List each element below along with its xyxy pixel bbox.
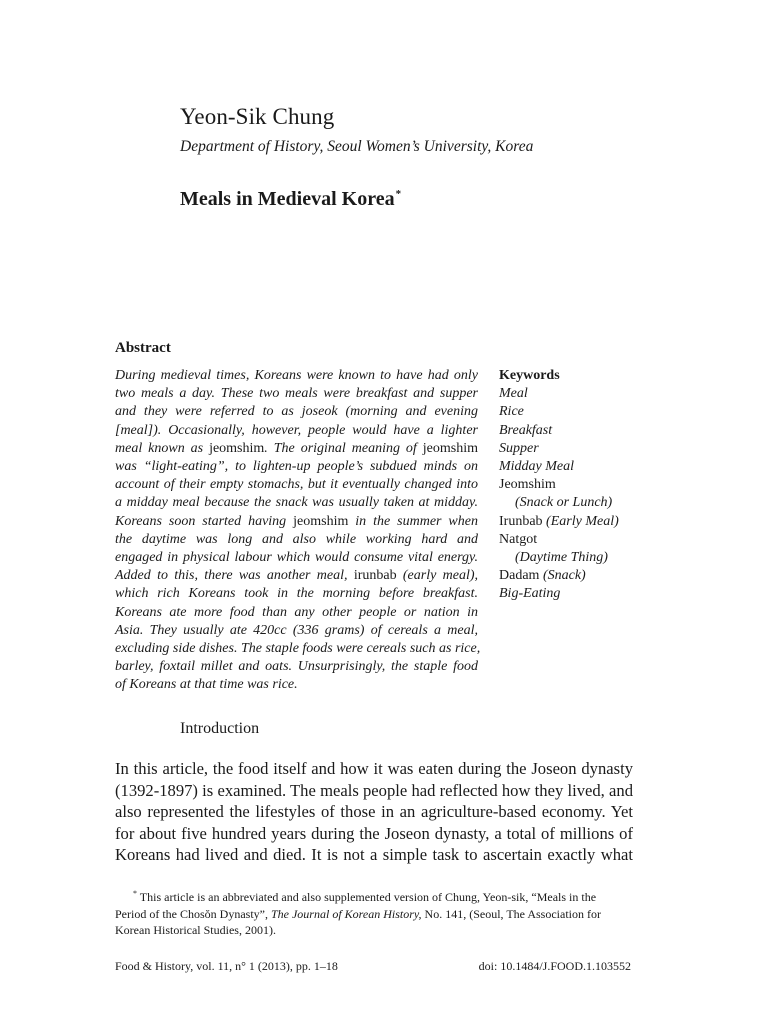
abstract-line: engaged in physical labour which would consume vital energy. <box>115 550 478 566</box>
keyword-item: Irunbab (Early Meal) <box>499 513 619 529</box>
keyword-item: Rice <box>499 404 524 420</box>
footnote-line: * This article is an abbreviated and also supplemented version of Chung, Yeon-sik, “Meals in the <box>133 889 597 904</box>
author-name: Yeon-Sik Chung <box>180 104 335 129</box>
keyword-item: Dadam (Snack) <box>499 568 586 584</box>
introduction-body <box>115 758 633 866</box>
abstract-line: Koreans ate more food than any other people or nation in <box>115 604 478 620</box>
abstract-line: which rich Koreans took in the morning before breakfast. <box>115 586 478 602</box>
keyword-item: Supper <box>499 440 539 456</box>
abstract-line: [meal]). Occasionally, however, people would have a lighter <box>115 422 478 438</box>
abstract-line: Asia. They usually ate 420cc (336 grams) of cereals a meal, <box>115 622 478 638</box>
journal-title: The Journal of Korean History, <box>270 906 422 921</box>
keyword-item: Natgot <box>499 531 538 547</box>
body-line: Koreans had lived and died. It is not a simple task to ascertain exactly what <box>115 845 633 864</box>
footnote <box>115 886 633 939</box>
keyword-item: (Daytime Thing) <box>515 550 608 566</box>
keyword-item: Meal <box>499 386 528 402</box>
abstract-line: Koreans soon started having jeomshim in the summer when <box>115 513 478 529</box>
keyword-item: Jeomshim <box>499 477 556 493</box>
section-heading-introduction: Introduction <box>180 720 260 737</box>
keyword-item: (Snack or Lunch) <box>515 495 613 511</box>
footnote-line: Period of the Chosŏn Dynasty”, The Journal of Korean History, No. 141, (Seoul, The Association for <box>115 906 601 921</box>
body-line: also represented the lifestyles of those in an agriculture-based economy. Yet <box>115 802 633 821</box>
abstract-line: a midday meal because the snack was usually taken at midday. <box>115 495 478 511</box>
abstract-line: Added to this, there was another meal, irunbab (early meal), <box>115 568 478 584</box>
abstract-line: account of their empty stomachs, but it eventually changed into <box>115 477 478 493</box>
doi-text: doi: 10.1484/J.FOOD.1.103552 <box>478 959 631 973</box>
body-line: In this article, the food itself and how it was eaten during the Joseon dynasty <box>115 759 633 778</box>
title-footnote-mark: * <box>395 188 402 201</box>
article-title-text: Meals in Medieval Korea <box>180 188 395 210</box>
body-line: for about five hundred years during the Joseon dynasty, a total of millions of <box>115 823 633 843</box>
keywords-list <box>499 367 619 604</box>
abstract-line: During medieval times, Koreans were known to have had only <box>115 368 478 383</box>
keyword-item: Midday Meal <box>499 459 575 475</box>
footnote-mark: * <box>133 889 137 898</box>
body-line: (1392-1897) is examined. The meals people had reflected how they lived, and <box>115 780 633 800</box>
abstract-line: of Koreans at that time was rice. <box>115 677 298 693</box>
abstract-line: excluding side dishes. The staple foods were cereals such as rice, <box>115 641 481 657</box>
journal-citation: Food & History, vol. 11, n° 1 (2013), pp. 1–18 <box>115 959 338 973</box>
abstract-line: meal known as jeomshim. The original meaning of jeomshim <box>115 440 478 456</box>
abstract-body <box>115 367 481 695</box>
abstract-line: two meals a day. These two meals were breakfast and supper <box>115 386 478 402</box>
keyword-item: Big-Eating <box>499 586 561 602</box>
abstract-line: and they were referred to as joseok (morning and evening <box>115 404 478 420</box>
abstract-line: the daytime was long and also while working hard and <box>115 531 478 547</box>
abstract-heading: Abstract <box>115 340 171 356</box>
keywords-heading: Keywords <box>499 368 560 383</box>
author-affiliation: Department of History, Seoul Women’s University, Korea <box>180 138 534 155</box>
keyword-item: Breakfast <box>499 422 553 438</box>
abstract-line: was “light-eating”, to lighten-up people’s subdued minds on <box>115 459 478 475</box>
footnote-line: Korean Historical Studies, 2001). <box>115 923 276 937</box>
article-title <box>180 188 401 211</box>
abstract-line: barley, foxtail millet and oats. Unsurprisingly, the staple food <box>115 659 478 675</box>
